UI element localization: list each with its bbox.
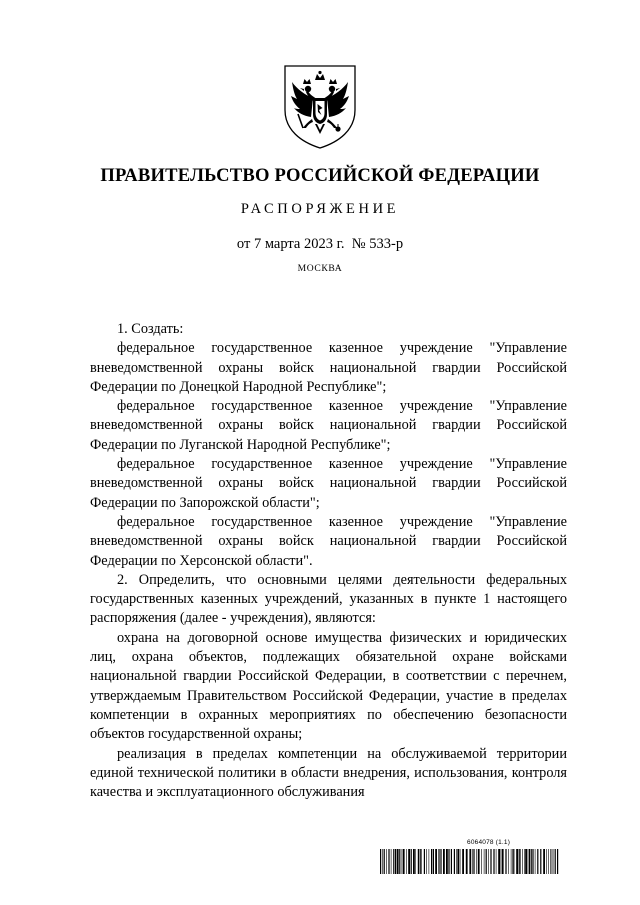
paragraph: федеральное государственное казенное учреждение "Управление вневедомственной охраны войск национальной гвардии Российской Федерации по Донецкой Народной Республике"; — [90, 340, 567, 395]
paragraph: федеральное государственное казенное учреждение "Управление вневедомственной охраны войск национальной гвардии Российской Федерации по Луганской Народной Республике"; — [90, 398, 567, 453]
paragraph: охрана на договорной основе имущества физических и юридических лиц, охрана объектов, подлежащих обязательной охране войсками национальной гвардии Российской Федерации, в соответствии с перечнем, утверждаемым Правительством Российской Федерации, участие в пределах компетенции в охранных мероприятиях по обеспечению безопасности объектов государственной охраны; — [90, 629, 567, 743]
russian-coat-of-arms-icon — [279, 62, 361, 150]
document-body — [90, 320, 567, 802]
paragraph: 1. Создать: — [117, 321, 184, 337]
document-city: МОСКВА — [297, 263, 343, 274]
paragraph: федеральное государственное казенное учреждение "Управление вневедомственной охраны войск национальной гвардии Российской Федерации по Запорожской области"; — [90, 456, 567, 511]
document-date-number: от 7 марта 2023 г. № 533-р — [236, 236, 404, 252]
paragraph: реализация в пределах компетенции на обслуживаемой территории единой технической политики в области внедрения, использования, контроля качества и эксплуатационного обслуживания — [90, 745, 567, 801]
paragraph: федеральное государственное казенное учреждение "Управление вневедомственной охраны войск национальной гвардии Российской Федерации по Херсонской области". — [90, 513, 567, 569]
barcode-number: 6064078 (1.1) — [467, 839, 511, 846]
document-type: РАСПОРЯЖЕНИЕ — [240, 201, 400, 217]
barcode-icon — [380, 849, 560, 874]
government-title: ПРАВИТЕЛЬСТВО РОССИЙСКОЙ ФЕДЕРАЦИИ — [100, 165, 540, 186]
paragraph: 2. Определить, что основными целями деятельности федеральных государственных казенных учреждений, указанных в пункте 1 настоящего распоряжения (далее - учреждения), являются: — [90, 571, 567, 627]
